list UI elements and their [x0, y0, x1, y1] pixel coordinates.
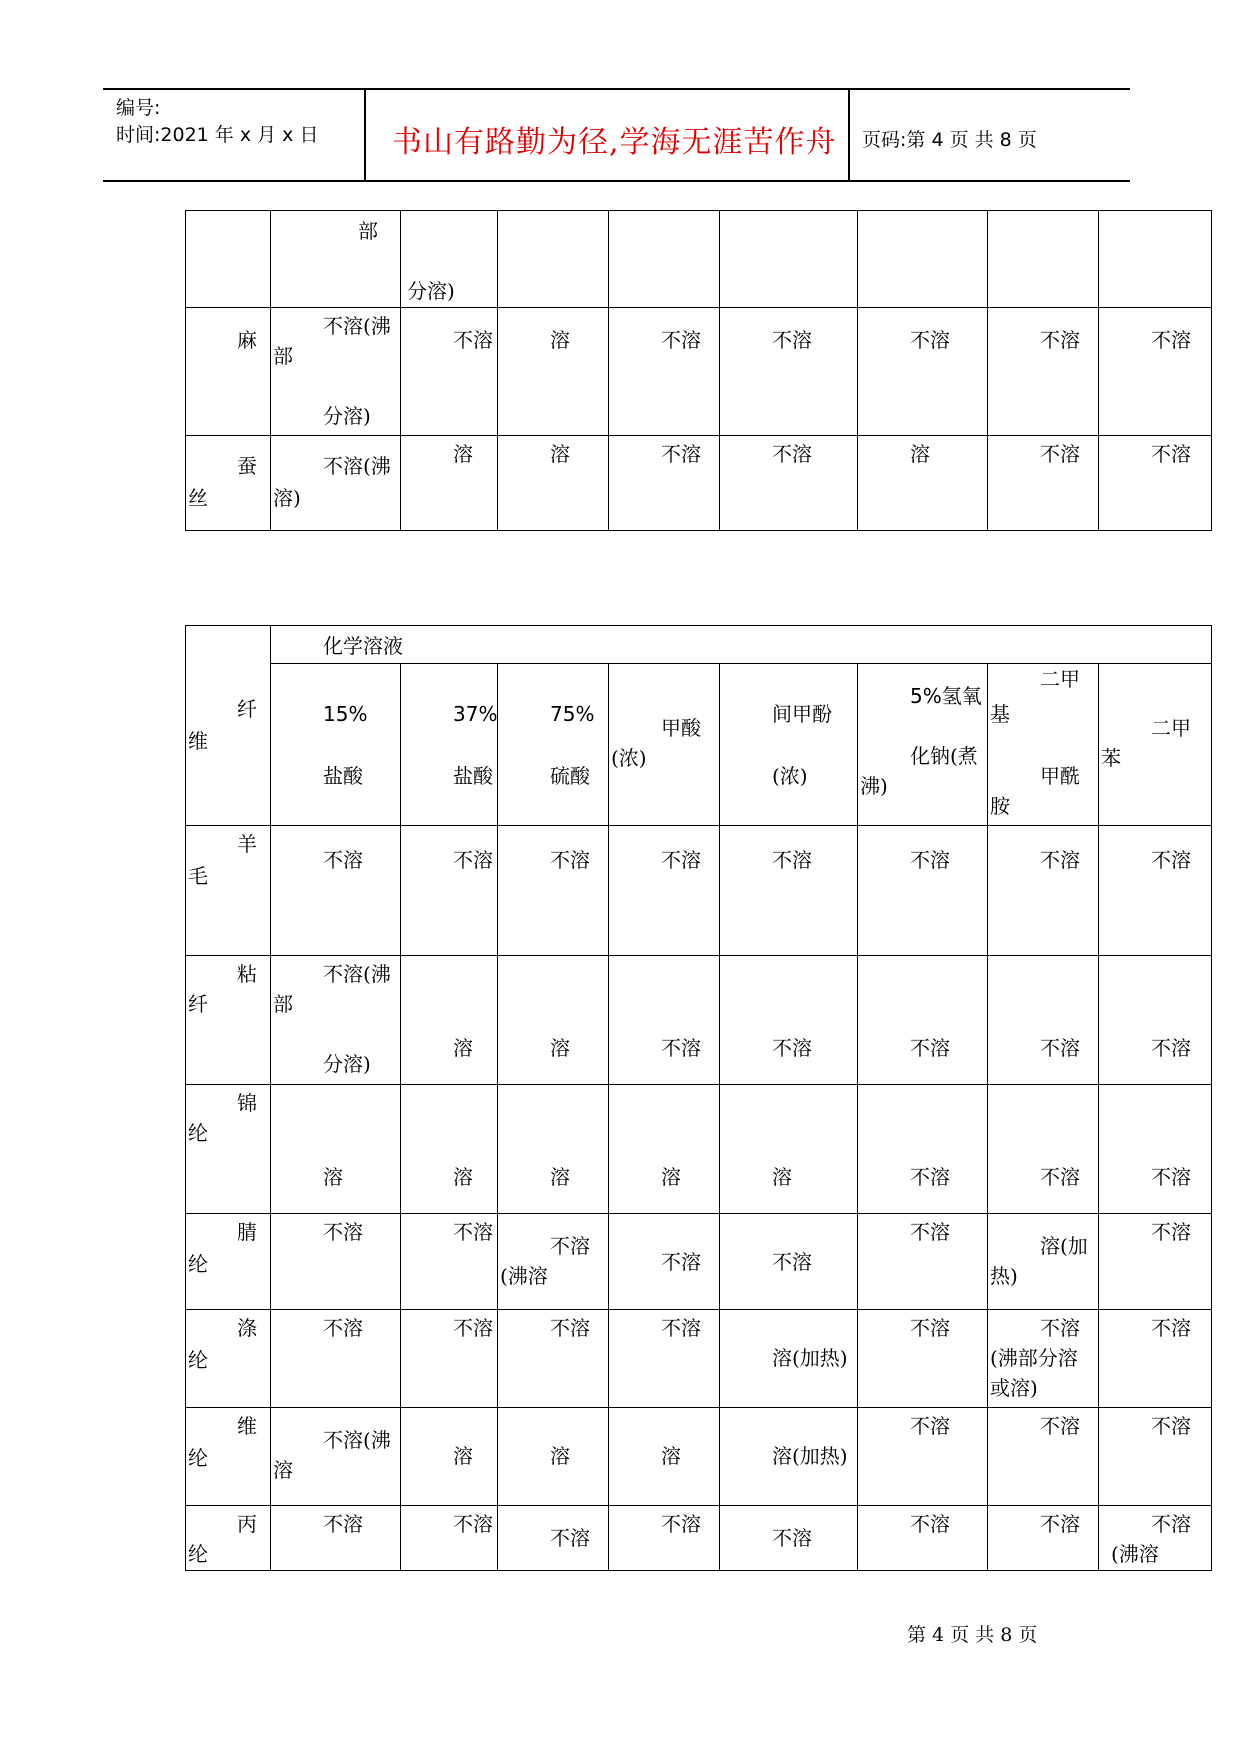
- cell-text: (沸溶: [500, 1264, 548, 1288]
- table-cell: [609, 1085, 720, 1214]
- table-cell: [498, 1506, 609, 1571]
- cell-text: 不溶: [661, 1036, 701, 1060]
- fiber-name: 涤: [237, 1316, 257, 1340]
- table-cell: [401, 1310, 498, 1408]
- cell-text: 不溶: [550, 848, 590, 872]
- cell-text: 不溶: [1151, 328, 1191, 352]
- table-cell: [720, 308, 858, 436]
- cell-text: 分溶): [323, 404, 371, 428]
- table-cell: [988, 436, 1099, 531]
- table-cell: [858, 826, 988, 956]
- page-footer: 第 4 页 共 8 页: [907, 1624, 1038, 1646]
- table-cell: [988, 1214, 1099, 1310]
- column-header-text: 盐酸: [323, 764, 363, 788]
- solubility-table-continued: [185, 210, 1212, 531]
- table-cell: [858, 308, 988, 436]
- table-cell: [988, 1408, 1099, 1506]
- cell-text: 不溶(沸: [323, 962, 391, 986]
- column-header-text: (浓): [772, 764, 808, 788]
- table-cell: [720, 1506, 858, 1571]
- cell-text: 不溶: [910, 1414, 950, 1438]
- fiber-name: 腈: [237, 1220, 257, 1244]
- cell-text: 不溶: [910, 848, 950, 872]
- fiber-cell: [186, 1214, 271, 1310]
- fiber-cell: [186, 308, 271, 436]
- cell-text: 不溶: [661, 1250, 701, 1274]
- table-cell: [858, 211, 988, 308]
- cell-text: 不溶: [1151, 1512, 1191, 1536]
- column-header-text: 沸): [860, 774, 888, 798]
- table-cell: [988, 211, 1099, 308]
- fiber-name: 纶: [188, 1446, 208, 1470]
- column-header-text: 间甲酚: [772, 702, 832, 726]
- cell-text: 不溶: [550, 1234, 590, 1258]
- table-cell: [988, 1085, 1099, 1214]
- column-header: [609, 664, 720, 826]
- column-header-text: 甲酸: [661, 716, 701, 740]
- fiber-name: 维: [237, 1414, 257, 1438]
- table-cell: [1099, 1408, 1212, 1506]
- fiber-cell: [186, 211, 271, 308]
- cell-text: 不溶: [910, 1316, 950, 1340]
- column-header: [1099, 664, 1212, 826]
- fiber-cell: [186, 956, 271, 1085]
- table-cell: [988, 956, 1099, 1085]
- header-motto: 书山有路勤为径,学海无涯苦作舟: [392, 125, 837, 160]
- fiber-name: 羊: [237, 832, 257, 856]
- fiber-cell: [186, 1085, 271, 1214]
- table-cell: [498, 436, 609, 531]
- cell-text: 溶(加热): [772, 1346, 848, 1370]
- table-cell: [498, 211, 609, 308]
- table-cell: [609, 956, 720, 1085]
- cell-text: 不溶: [661, 442, 701, 466]
- column-header-text: 胺: [990, 794, 1010, 818]
- fiber-cell: [186, 1408, 271, 1506]
- header-bottom-rule: [103, 180, 1130, 182]
- cell-text: 不溶: [910, 1512, 950, 1536]
- cell-text: 不溶: [453, 1220, 493, 1244]
- table-row: [186, 826, 1212, 956]
- cell-text: 溶: [453, 1444, 473, 1468]
- column-header-text: 硫酸: [550, 764, 590, 788]
- table-cell: [498, 826, 609, 956]
- column-header-text: 甲酰: [1040, 764, 1080, 788]
- table-cell: [1099, 308, 1212, 436]
- cell-text: 溶: [550, 1036, 570, 1060]
- column-header-text: 基: [990, 702, 1010, 726]
- solubility-table: [185, 625, 1212, 1571]
- column-header-text: 化钠(煮: [910, 744, 978, 768]
- cell-text: 不溶: [1151, 442, 1191, 466]
- cell-text: 不溶: [910, 1165, 950, 1189]
- table-cell: [988, 1310, 1099, 1408]
- cell-text: 不溶: [772, 848, 812, 872]
- cell-text: 不溶: [323, 1512, 363, 1536]
- table-cell: [498, 956, 609, 1085]
- table-cell: [720, 1408, 858, 1506]
- table-cell: [1099, 211, 1212, 308]
- table-cell: [401, 436, 498, 531]
- cell-text: 溶): [273, 486, 301, 510]
- cell-text: 不溶(沸: [323, 454, 391, 478]
- table-cell: [609, 1408, 720, 1506]
- fiber-name: 锦: [237, 1091, 257, 1115]
- table-cell: [720, 956, 858, 1085]
- cell-text: 不溶: [323, 1220, 363, 1244]
- column-header-text: 盐酸: [453, 764, 493, 788]
- cell-text: 不溶: [550, 1316, 590, 1340]
- cell-text: 不溶: [323, 1316, 363, 1340]
- cell-text: 不溶: [1151, 848, 1191, 872]
- cell-text: 不溶: [772, 1250, 812, 1274]
- column-header-text: 37%: [453, 702, 498, 726]
- column-header: [271, 664, 401, 826]
- cell-text: 不溶: [550, 1526, 590, 1550]
- header-top-rule: [103, 88, 1130, 90]
- cell-text: 溶: [273, 1458, 293, 1482]
- table-row: [186, 308, 1212, 436]
- table-cell: [401, 826, 498, 956]
- table-cell: [271, 826, 401, 956]
- table-cell: [858, 1506, 988, 1571]
- cell-text: 溶: [453, 1165, 473, 1189]
- cell-text: 分溶): [407, 279, 455, 303]
- fiber-cell: [186, 436, 271, 531]
- table-cell: [858, 956, 988, 1085]
- column-header-text: 15%: [323, 702, 368, 726]
- cell-text: 不溶: [661, 1316, 701, 1340]
- cell-text: 不溶: [1151, 1220, 1191, 1244]
- fiber-name: 丝: [188, 486, 208, 510]
- cell-text: 不溶: [1040, 1036, 1080, 1060]
- cell-text: 不溶: [1040, 328, 1080, 352]
- cell-text: 不溶: [1151, 1414, 1191, 1438]
- table-cell: [858, 1310, 988, 1408]
- table-cell: [988, 826, 1099, 956]
- column-header: [401, 664, 498, 826]
- cell-text: 不溶: [1040, 1512, 1080, 1536]
- table-cell: [271, 436, 401, 531]
- table-cell: [1099, 1310, 1212, 1408]
- page-info: 页码:第 4 页 共 8 页: [862, 129, 1037, 151]
- column-header-text: 75%: [550, 702, 595, 726]
- table-cell: [401, 1506, 498, 1571]
- fiber-header: 维: [188, 729, 208, 753]
- column-header-text: 二甲: [1151, 716, 1191, 740]
- cell-text: 不溶: [661, 848, 701, 872]
- cell-text: 溶: [550, 1165, 570, 1189]
- column-header-text: 5%氢氧: [910, 684, 982, 708]
- table-cell: [609, 1506, 720, 1571]
- table-cell: [498, 1214, 609, 1310]
- fiber-name: 纶: [188, 1348, 208, 1372]
- cell-text: 不溶: [772, 1526, 812, 1550]
- cell-text: 溶(加热): [772, 1444, 848, 1468]
- fiber-name: 麻: [237, 328, 257, 352]
- table-cell: [720, 1085, 858, 1214]
- table-cell: [1099, 1085, 1212, 1214]
- cell-text: 溶: [661, 1444, 681, 1468]
- fiber-name: 丙: [237, 1512, 257, 1536]
- cell-text: 部: [273, 992, 293, 1016]
- table-cell: [720, 211, 858, 308]
- table-cell: [609, 436, 720, 531]
- cell-text: 部: [358, 219, 378, 243]
- table-cell: [498, 308, 609, 436]
- cell-text: 溶: [453, 442, 473, 466]
- cell-text: 或溶): [990, 1376, 1038, 1400]
- table-cell: [858, 1408, 988, 1506]
- cell-text: 不溶: [1040, 1165, 1080, 1189]
- table-cell: [271, 1085, 401, 1214]
- table-cell: [858, 1214, 988, 1310]
- cell-text: 溶: [323, 1165, 343, 1189]
- table-row: [186, 1408, 1212, 1506]
- table-cell: [1099, 1214, 1212, 1310]
- table-cell: [858, 1085, 988, 1214]
- cell-text: (沸溶: [1111, 1542, 1159, 1566]
- group-header-cell: [271, 626, 1212, 664]
- table-row: [186, 956, 1212, 1085]
- cell-text: 热): [990, 1264, 1018, 1288]
- table-cell: [720, 1310, 858, 1408]
- fiber-header-cell: [186, 626, 271, 826]
- document-number-label: 编号:: [116, 97, 161, 119]
- cell-text: 不溶: [910, 1036, 950, 1060]
- table-row: [186, 211, 1212, 308]
- fiber-name: 蚕: [237, 454, 257, 478]
- cell-text: 不溶: [1040, 1316, 1080, 1340]
- cell-text: 不溶: [453, 848, 493, 872]
- table-cell: [609, 826, 720, 956]
- cell-text: 不溶: [661, 328, 701, 352]
- table-cell: [271, 956, 401, 1085]
- column-header-text: 苯: [1101, 746, 1121, 770]
- cell-text: 部: [273, 344, 293, 368]
- table-cell: [988, 1506, 1099, 1571]
- table-cell: [401, 1408, 498, 1506]
- table-cell: [1099, 956, 1212, 1085]
- table-cell: [271, 1408, 401, 1506]
- table-cell: [609, 211, 720, 308]
- fiber-cell: [186, 1310, 271, 1408]
- table-cell: [401, 308, 498, 436]
- fiber-cell: [186, 826, 271, 956]
- fiber-name: 纤: [188, 992, 208, 1016]
- cell-text: 不溶: [1151, 1165, 1191, 1189]
- cell-text: 溶(加: [1040, 1234, 1088, 1258]
- column-header: [988, 664, 1099, 826]
- cell-text: 不溶: [661, 1512, 701, 1536]
- cell-text: 不溶: [910, 1220, 950, 1244]
- document-time-label: 时间:2021 年 x 月 x 日: [116, 124, 319, 146]
- fiber-cell: [186, 1506, 271, 1571]
- table-header-row: [186, 664, 1212, 826]
- table-cell: [1099, 826, 1212, 956]
- table-cell: [609, 1214, 720, 1310]
- cell-text: 不溶(沸: [323, 314, 391, 338]
- table-cell: [498, 1310, 609, 1408]
- table-cell: [271, 1214, 401, 1310]
- column-header: [498, 664, 609, 826]
- table-cell: [271, 1506, 401, 1571]
- table-cell: [720, 436, 858, 531]
- cell-text: 溶: [550, 442, 570, 466]
- cell-text: 不溶: [772, 442, 812, 466]
- column-header: [858, 664, 988, 826]
- cell-text: 不溶: [910, 328, 950, 352]
- table-cell: [1099, 436, 1212, 531]
- table-cell: [720, 826, 858, 956]
- cell-text: 不溶: [772, 328, 812, 352]
- table-cell: [271, 211, 455, 308]
- cell-text: 不溶: [453, 1512, 493, 1536]
- table-row: [186, 1214, 1212, 1310]
- table-cell: [858, 436, 988, 531]
- cell-text: 不溶: [1151, 1316, 1191, 1340]
- column-header-text: (浓): [611, 746, 647, 770]
- table-cell: [401, 956, 498, 1085]
- table-cell: [1099, 1506, 1212, 1571]
- cell-text: 不溶: [772, 1036, 812, 1060]
- table-row: [186, 1085, 1212, 1214]
- table-cell: [401, 1214, 498, 1310]
- cell-text: 不溶: [1040, 848, 1080, 872]
- table-row: [186, 1506, 1212, 1571]
- table-cell: [498, 1085, 609, 1214]
- table-cell: [401, 1085, 498, 1214]
- cell-text: 不溶(沸: [323, 1428, 391, 1452]
- table-cell: [401, 211, 498, 308]
- fiber-name: 纶: [188, 1252, 208, 1276]
- cell-text: 溶: [772, 1165, 792, 1189]
- column-header-text: 二甲: [1040, 667, 1080, 691]
- cell-text: 溶: [550, 328, 570, 352]
- table-header-row: [186, 626, 1212, 664]
- cell-text: 不溶: [1151, 1036, 1191, 1060]
- cell-text: 溶: [661, 1165, 681, 1189]
- cell-text: 溶: [550, 1444, 570, 1468]
- cell-text: 不溶: [453, 328, 493, 352]
- table-cell: [720, 1214, 858, 1310]
- cell-text: 不溶: [453, 1316, 493, 1340]
- group-header: 化学溶液: [323, 634, 403, 658]
- table-cell: [271, 1310, 401, 1408]
- fiber-name: 毛: [188, 864, 208, 888]
- cell-text: 溶: [910, 442, 930, 466]
- table-cell: [988, 308, 1099, 436]
- table-row: [186, 1310, 1212, 1408]
- fiber-name: 纶: [188, 1542, 208, 1566]
- cell-text: 溶: [453, 1036, 473, 1060]
- header-divider-right: [848, 88, 850, 182]
- cell-text: 不溶: [1040, 1414, 1080, 1438]
- cell-text: 分溶): [323, 1052, 371, 1076]
- fiber-header: 纤: [237, 697, 257, 721]
- cell-text: 不溶: [1040, 442, 1080, 466]
- fiber-name: 纶: [188, 1121, 208, 1145]
- header-divider-left: [364, 88, 366, 182]
- table-cell: [498, 1408, 609, 1506]
- cell-text: (沸部分溶: [990, 1346, 1078, 1370]
- cell-text: 不溶: [323, 848, 363, 872]
- table-cell: [609, 308, 720, 436]
- table-cell: [271, 308, 401, 436]
- table-row: [186, 436, 1212, 531]
- column-header: [720, 664, 858, 826]
- fiber-name: 粘: [237, 962, 257, 986]
- table-cell: [609, 1310, 720, 1408]
